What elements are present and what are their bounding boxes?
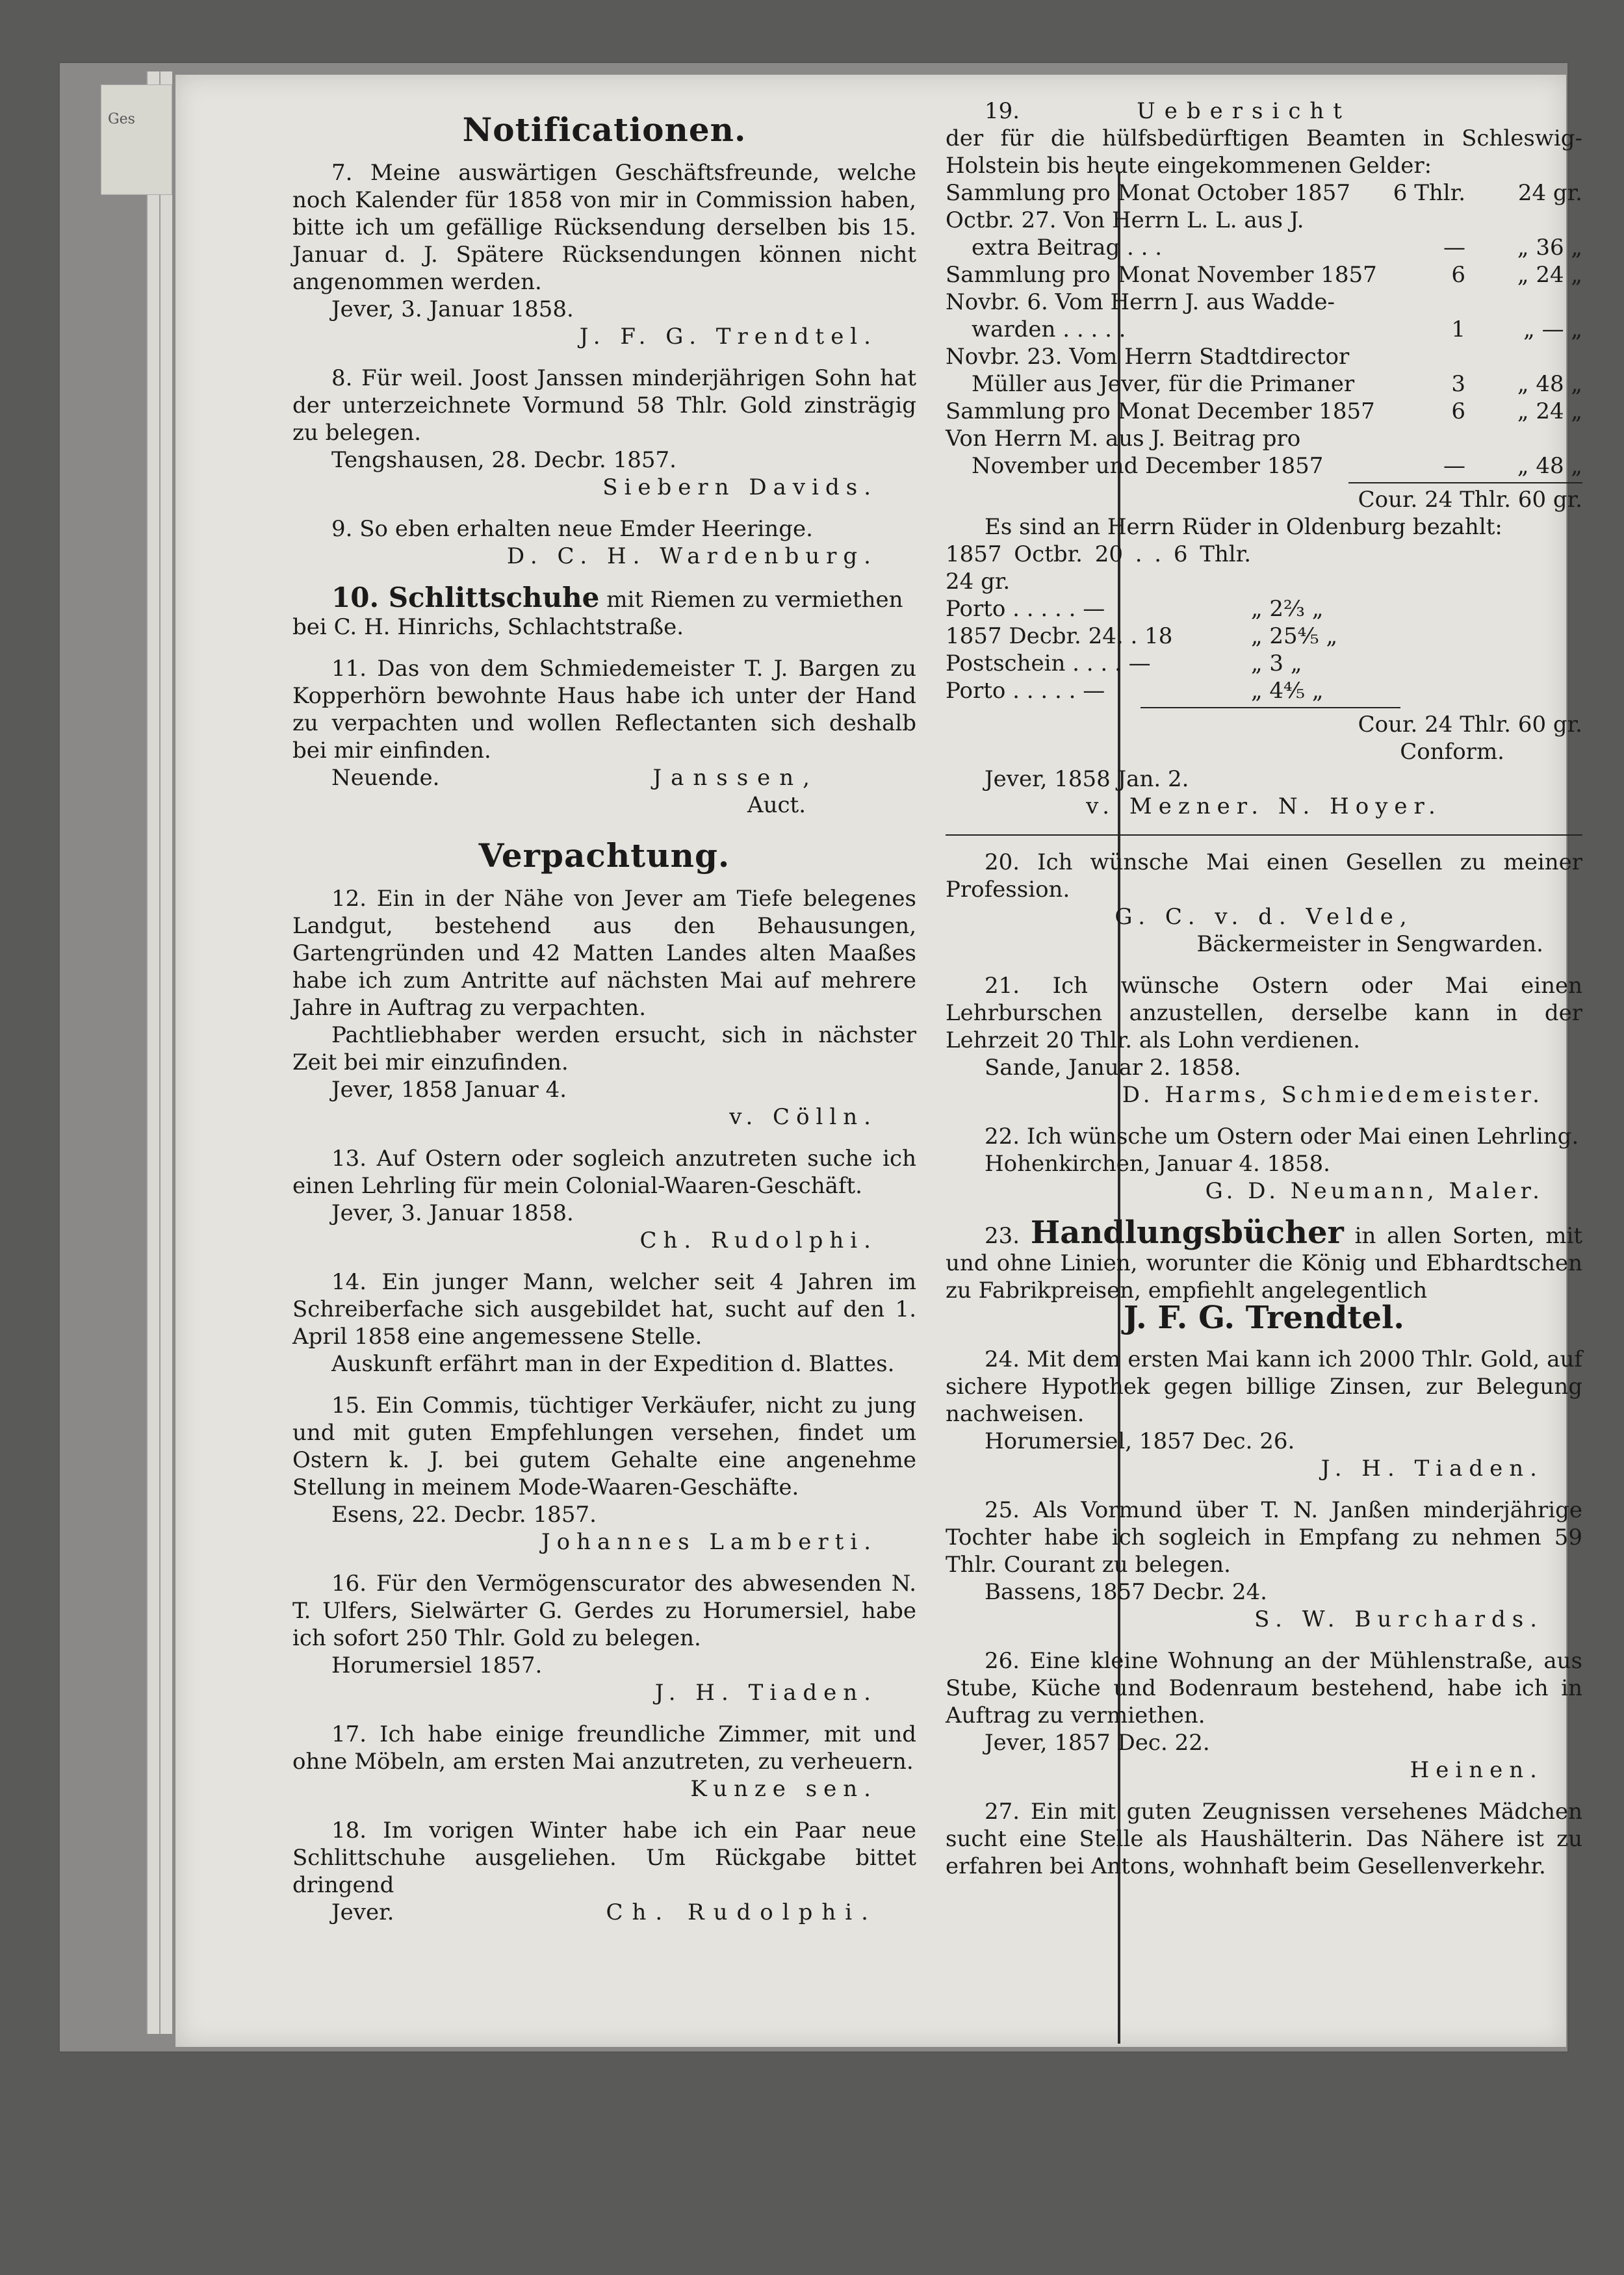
ledger-gr: „ 36 „ <box>1517 235 1582 261</box>
notice-signature: G. C. v. d. Velde, <box>1115 904 1413 930</box>
ledger-gr <box>1485 343 1582 370</box>
ledger-thlr: — <box>1443 235 1465 261</box>
notice-27 <box>946 1798 1582 1880</box>
paid-value: „ 25⅘ „ <box>1251 623 1338 649</box>
notice-signature: v. Mezner. N. Hoyer. <box>1086 793 1442 819</box>
notice-title: Uebersicht <box>1137 98 1351 124</box>
notice-14 <box>292 1268 916 1378</box>
edge-label: Ges <box>108 111 135 127</box>
page-stack-edge <box>146 71 159 2034</box>
notice-22 <box>946 1123 1582 1205</box>
paid-total: Cour. 24 Thlr. 60 gr. <box>1358 712 1582 738</box>
ledger-gr: „ 48 „ <box>1517 371 1582 397</box>
notice-signature: Ch. Rudolphi. <box>606 1899 877 1925</box>
notice-text: 22. Ich wünsche um Ostern oder Mai einen Lehrling. <box>985 1124 1579 1150</box>
notice-20 <box>946 849 1582 958</box>
notice-13 <box>292 1145 916 1254</box>
ledger-total: Cour. 24 Thlr. 60 gr. <box>1358 487 1582 513</box>
notice-location: Jever, 3. Januar 1858. <box>331 1200 574 1226</box>
notice-number: 23. <box>985 1223 1020 1249</box>
section-heading-notificationen: Notificationen. <box>462 110 747 149</box>
ledger-label: warden . . . . . <box>972 316 1126 342</box>
ledger-row <box>946 234 1582 261</box>
notice-signature: Ch. Rudolphi. <box>639 1227 877 1253</box>
notice-signature: Kunze sen. <box>690 1776 877 1802</box>
ledger-thlr: — <box>1443 453 1465 479</box>
paid-row <box>946 595 1582 623</box>
paid-label: 1857 Decbr. 24. . 18 <box>946 623 1173 649</box>
notice-signature-title: Auct. <box>747 792 806 818</box>
ledger-label: Novbr. 6. Vom Herrn J. aus Wadde- <box>946 289 1335 315</box>
paid-label: Porto . . . . . — <box>946 678 1105 704</box>
ledger-row <box>946 398 1582 425</box>
paid-label: Porto . . . . . — <box>946 596 1105 622</box>
ledger-row <box>946 316 1582 343</box>
notice-location: Neuende. <box>331 765 440 791</box>
ledger-row <box>946 261 1582 289</box>
notice-signature: S. W. Burchards. <box>1254 1606 1543 1632</box>
notice-location: Jever, 1858 Jan. 2. <box>985 766 1189 792</box>
ledger-gr: 24 gr. <box>1517 180 1582 206</box>
notice-signature: J. F. G. Trendtel. <box>1124 1300 1404 1336</box>
notice-location: Tengshausen, 28. Decbr. 1857. <box>331 447 677 473</box>
ledger-row <box>946 343 1582 370</box>
notice-number: 19. <box>985 98 1020 124</box>
ledger-thlr: 6 Thlr. <box>1393 180 1465 206</box>
notice-12 <box>292 885 916 1131</box>
ledger-row <box>946 425 1582 452</box>
ledger-gr: „ 48 „ <box>1517 453 1582 479</box>
paid-row <box>946 650 1582 677</box>
paid-row <box>946 623 1582 650</box>
notice-text: 25. Als Vormund über T. N. Janßen minderjährige Tochter habe ich sogleich in Empfang zu nehmen 59 Thlr. Courant zu belegen. <box>946 1497 1582 1578</box>
ledger-gr <box>1485 207 1582 234</box>
ledger-thlr: 6 <box>1451 262 1465 288</box>
ledger-row <box>946 207 1582 234</box>
notice-text-line2: bei C. H. Hinrichs, Schlachtstraße. <box>292 614 684 640</box>
notice-text: 20. Ich wünsche Mai einen Gesellen zu meiner Profession. <box>946 849 1582 903</box>
ledger-label: Müller aus Jever, für die Primaner <box>972 371 1355 397</box>
ledger-label: Octbr. 27. Von Herrn L. L. aus J. <box>946 207 1304 233</box>
underlying-page-fragment <box>101 84 172 195</box>
ledger-table <box>946 179 1582 480</box>
notice-location: Jever, 3. Januar 1858. <box>331 296 574 322</box>
notice-18 <box>292 1817 916 1926</box>
ledger-thlr: 1 <box>1451 316 1465 342</box>
section-heading-verpachtung: Verpachtung. <box>478 836 730 875</box>
notice-text-2: Pachtliebhaber werden ersucht, sich in nächster Zeit bei mir einzufinden. <box>292 1022 916 1075</box>
ledger-thlr: 3 <box>1451 371 1465 397</box>
ledger-label: Sammlung pro Monat October 1857 <box>946 180 1351 206</box>
ledger-row <box>946 452 1582 480</box>
notice-bold-term: Handlungsbücher <box>1030 1215 1344 1251</box>
conform-note: Conform. <box>1400 739 1504 765</box>
right-column <box>946 97 1582 1894</box>
notice-11 <box>292 655 916 819</box>
notice-signature: D. C. H. Wardenburg. <box>506 543 877 569</box>
paid-table <box>946 541 1582 704</box>
notice-text: 21. Ich wünsche Ostern oder Mai einen Lehrburschen anzustellen, derselbe kann in der Lehrzeit 20 Thlr. als Lohn verdienen. <box>946 973 1582 1053</box>
paid-heading: Es sind an Herrn Rüder in Oldenburg bezahlt: <box>985 514 1502 540</box>
page-stack-edge <box>159 71 172 2034</box>
notice-text: 9. So eben erhalten neue Emder Heeringe. <box>331 516 813 542</box>
notice-location: Sande, Januar 2. 1858. <box>985 1055 1241 1081</box>
notice-10 <box>292 584 916 641</box>
notice-text: 16. Für den Vermögenscurator des abwesenden N. T. Ulfers, Sielwärter G. Gerdes zu Horumersiel, habe ich sofort 250 Thlr. Gold zu belegen. <box>292 1571 916 1651</box>
notice-text: 12. Ein in der Nähe von Jever am Tiefe belegenes Landgut, bestehend aus den Behausungen, Gartengründen und 42 Matten Landes alten Maaßes habe ich zum Antritte auf nächsten Mai auf mehrere Jahre in Auftrag zu verpachten. <box>292 886 916 1021</box>
paid-row <box>946 541 1582 595</box>
ledger-row <box>946 179 1582 207</box>
ledger-gr <box>1485 289 1582 316</box>
separator-line <box>946 834 1582 836</box>
notice-signature: D. Harms, Schmiedemeister. <box>1122 1082 1543 1108</box>
notice-text-2: Auskunft erfährt man in der Expedition d. Blattes. <box>331 1351 895 1377</box>
paid-value: „ 3 „ <box>1251 650 1302 676</box>
notice-text: 24. Mit dem ersten Mai kann ich 2000 Thlr. Gold, auf sichere Hypothek gegen billige Zinsen, zur Belegung nachweisen. <box>946 1346 1582 1427</box>
sum-rule <box>1141 707 1400 708</box>
notice-signature: Janssen, <box>652 765 819 791</box>
notice-location: Jever. <box>331 1899 394 1925</box>
paid-label: Postschein . . . . — <box>946 650 1151 676</box>
ledger-label: Novbr. 23. Vom Herrn Stadtdirector <box>946 344 1350 370</box>
notice-signature: v. Cölln. <box>729 1104 877 1130</box>
paid-row <box>946 677 1582 704</box>
notice-24 <box>946 1346 1582 1482</box>
notice-8 <box>292 365 916 501</box>
notice-text: 15. Ein Commis, tüchtiger Verkäufer, nicht zu jung und mit guten Empfehlungen versehen, findet um Ostern k. J. bei gutem Gehalte eine angenehme Stellung in meinem Mode-Waaren-Geschäfte. <box>292 1393 916 1500</box>
notice-location: Esens, 22. Decbr. 1857. <box>331 1502 597 1528</box>
paid-value: „ 2⅔ „ <box>1251 596 1324 622</box>
ledger-gr: „ 24 „ <box>1517 398 1582 424</box>
notice-text: 7. Meine auswärtigen Geschäftsfreunde, welche noch Kalender für 1858 von mir in Commission haben, bitte ich um gefällige Rücksendung derselben bis 15. Januar d. J. Spätere Rücksendungen können nicht angenommen werden. <box>292 160 916 295</box>
notice-25 <box>946 1497 1582 1633</box>
notice-17 <box>292 1721 916 1803</box>
notice-7 <box>292 159 916 350</box>
notice-location: Horumersiel 1857. <box>331 1652 543 1678</box>
ledger-thlr: 6 <box>1451 398 1465 424</box>
paid-value: „ 4⅘ „ <box>1251 678 1324 704</box>
notice-signature: Johannes Lamberti. <box>541 1529 877 1555</box>
notice-21 <box>946 972 1582 1109</box>
notice-text: 18. Im vorigen Winter habe ich ein Paar neue Schlittschuhe ausgeliehen. Um Rückgabe bittet dringend <box>292 1818 916 1898</box>
notice-26 <box>946 1647 1582 1784</box>
notice-signature: J. H. Tiaden. <box>654 1680 877 1706</box>
notice-text: 13. Auf Ostern oder sogleich anzutreten suche ich einen Lehrling für mein Colonial-Waaren-Geschäft. <box>292 1146 916 1199</box>
notice-text: 26. Eine kleine Wohnung an der Mühlenstraße, aus Stube, Küche und Bodenraum bestehend, habe ich in Auftrag zu vermiethen. <box>946 1648 1582 1729</box>
notice-text: mit Riemen zu vermiethen <box>606 587 903 613</box>
notice-text: der für die hülfsbedürftigen Beamten in Schleswig-Holstein bis heute eingekommenen Gelder: <box>946 125 1582 179</box>
notice-location: Jever, 1857 Dec. 22. <box>985 1730 1210 1756</box>
notice-signature: Heinen. <box>1410 1757 1543 1783</box>
notice-15 <box>292 1392 916 1556</box>
notice-signature: Siebern Davids. <box>602 474 877 500</box>
notice-bold-term: 10. Schlittschuhe <box>331 582 600 613</box>
ledger-label: extra Beitrag . . . <box>972 235 1163 261</box>
notice-signature-title: Bäckermeister in Sengwarden. <box>1196 931 1543 957</box>
notice-23 <box>946 1215 1583 1336</box>
ledger-label: November und December 1857 <box>972 453 1324 479</box>
notice-location: Horumersiel, 1857 Dec. 26. <box>985 1428 1295 1454</box>
notice-signature: J. H. Tiaden. <box>1321 1456 1543 1482</box>
notice-text: 8. Für weil. Joost Janssen minderjährigen Sohn hat der unterzeichnete Vormund 58 Thlr. Gold zinsträgig zu belegen. <box>292 365 916 446</box>
notice-signature: G. D. Neumann, Maler. <box>1205 1178 1543 1204</box>
sum-rule <box>1348 482 1582 483</box>
notice-19 <box>946 97 1582 820</box>
paid-label: 1857 Octbr. 20 . . 6 Thlr. 24 gr. <box>946 541 1251 595</box>
notice-location: Bassens, 1857 Decbr. 24. <box>985 1579 1267 1605</box>
ledger-gr: „ 24 „ <box>1517 262 1582 288</box>
notice-signature: J. F. G. Trendtel. <box>579 324 877 350</box>
ledger-label: Sammlung pro Monat November 1857 <box>946 262 1377 288</box>
notice-text: in allen Sorten, mit und ohne Linien, worunter die König und Ebhardtschen zu Fabrikpreisen, empfiehlt angelegentlich <box>946 1223 1583 1304</box>
ledger-gr <box>1485 425 1582 452</box>
ledger-label: Sammlung pro Monat December 1857 <box>946 398 1375 424</box>
notice-text: 27. Ein mit guten Zeugnissen versehenes Mädchen sucht eine Stelle als Haushälterin. Das Nähere ist zu erfahren bei Antons, wohnhaft beim Gesellenverkehr. <box>946 1799 1582 1879</box>
ledger-label: Von Herrn M. aus J. Beitrag pro <box>946 426 1301 452</box>
notice-location: Hohenkirchen, Januar 4. 1858. <box>985 1151 1330 1177</box>
notice-text: 14. Ein junger Mann, welcher seit 4 Jahren im Schreiberfache sich ausgebildet hat, sucht auf den 1. April 1858 eine angemessene Stelle. <box>292 1269 916 1350</box>
ledger-row <box>946 289 1582 316</box>
notice-location: Jever, 1858 Januar 4. <box>331 1077 567 1103</box>
notice-9 <box>292 515 916 570</box>
ledger-row <box>946 370 1582 398</box>
notice-16 <box>292 1570 916 1706</box>
notice-text: 11. Das von dem Schmiedemeister T. J. Bargen zu Kopperhörn bewohnte Haus habe ich unter der Hand zu verpachten und wollen Reflectanten sich deshalb bei mir einfinden. <box>292 656 916 764</box>
notice-text: 17. Ich habe einige freundliche Zimmer, mit und ohne Möbeln, am ersten Mai anzutreten, zu verheuern. <box>292 1721 916 1775</box>
ledger-gr: „ — „ <box>1523 316 1582 342</box>
left-column <box>292 94 916 1940</box>
